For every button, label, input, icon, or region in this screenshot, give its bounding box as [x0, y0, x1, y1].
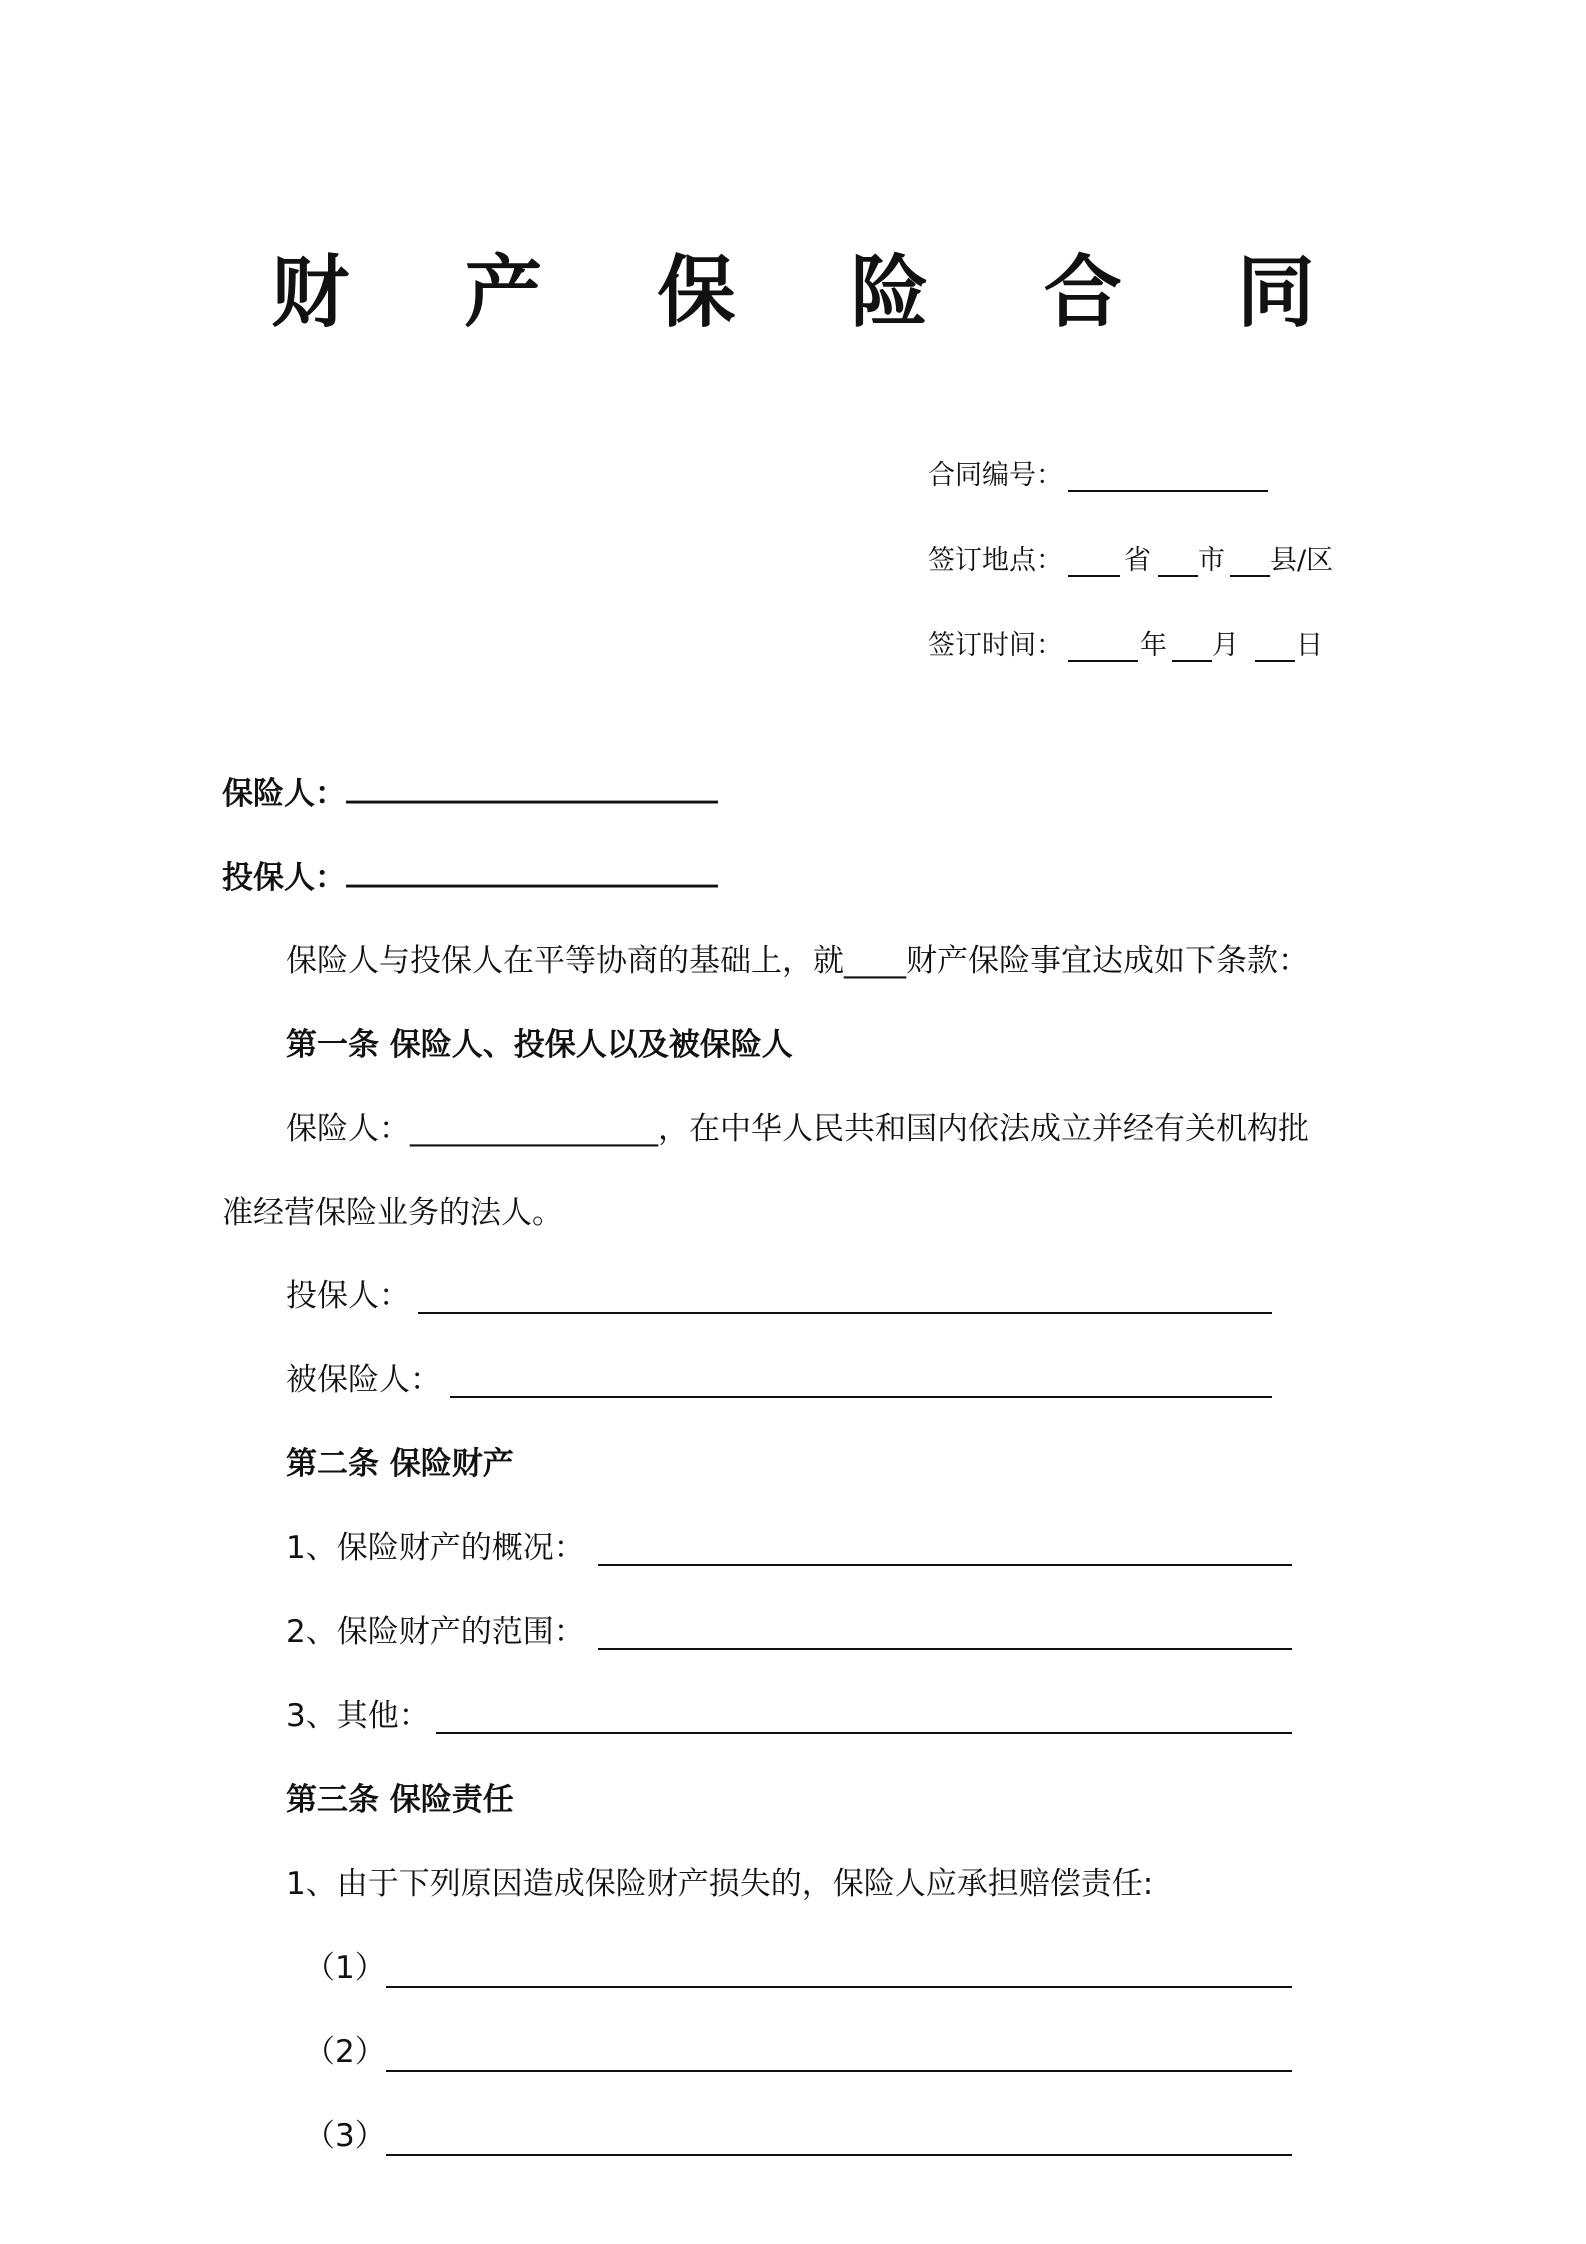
document-title: 财 产 保 险 合 同 — [271, 248, 1359, 338]
signing-province-field[interactable] — [1068, 575, 1120, 577]
article-3-item-1-text: 1、由于下列原因造成保险财产损失的，保险人应承担赔偿责任: — [286, 1866, 1154, 1902]
article-2-item-1-label: 1、保险财产的概况： — [286, 1530, 585, 1566]
signing-place-label: 签订地点： — [928, 545, 1063, 576]
article-1-insurer-line-cont: 准经营保险业务的法人。 — [222, 1195, 563, 1231]
applicant-party-label: 投保人： — [222, 860, 346, 896]
signing-year-field[interactable] — [1068, 660, 1138, 662]
signing-county-unit: 县/区 — [1270, 545, 1334, 576]
signing-month-field[interactable] — [1172, 660, 1212, 662]
article-1-heading: 第一条 保险人、投保人以及被保险人 — [286, 1027, 793, 1063]
article-3-sub-2-label: （2） — [304, 2034, 386, 2070]
signing-city-field[interactable] — [1158, 575, 1198, 577]
article-1-insured-field[interactable] — [450, 1396, 1272, 1398]
contract-number-field[interactable] — [1068, 490, 1268, 492]
article-3-sub-3-field[interactable] — [386, 2154, 1292, 2156]
article-2-item-1-field[interactable] — [598, 1564, 1292, 1566]
article-3-sub-3-label: （3） — [304, 2118, 386, 2154]
signing-day-field[interactable] — [1255, 660, 1295, 662]
signing-province-unit: 省 — [1124, 545, 1151, 576]
signing-month-unit: 月 — [1212, 630, 1239, 661]
article-2-item-2-field[interactable] — [598, 1648, 1292, 1650]
applicant-party-field[interactable]: ________________________ — [346, 852, 718, 888]
article-2-item-3-label: 3、其他： — [286, 1698, 430, 1734]
insurer-party-field[interactable]: ________________________ — [346, 768, 718, 804]
article-1-applicant-label: 投保人： — [286, 1278, 410, 1314]
article-1-applicant-field[interactable] — [418, 1312, 1272, 1314]
signing-county-field[interactable] — [1230, 575, 1270, 577]
insurer-party-label: 保险人： — [222, 776, 346, 812]
signing-city-unit: 市 — [1198, 545, 1225, 576]
article-3-sub-2-field[interactable] — [386, 2070, 1292, 2072]
contract-number-label: 合同编号： — [928, 460, 1063, 491]
article-1-insurer-line: 保险人：________________，在中华人民共和国内依法成立并经有关机构批 — [286, 1111, 1309, 1147]
article-3-sub-1-field[interactable] — [386, 1986, 1292, 1988]
article-2-heading: 第二条 保险财产 — [286, 1446, 514, 1482]
article-3-sub-1-label: （1） — [304, 1950, 386, 1986]
signing-day-unit: 日 — [1296, 630, 1323, 661]
article-1-insured-label: 被保险人： — [286, 1362, 441, 1398]
article-3-heading: 第三条 保险责任 — [286, 1782, 514, 1818]
article-2-item-2-label: 2、保险财产的范围： — [286, 1614, 585, 1650]
signing-year-unit: 年 — [1140, 630, 1167, 661]
signing-time-label: 签订时间： — [928, 630, 1063, 661]
intro-paragraph: 保险人与投保人在平等协商的基础上，就____财产保险事宜达成如下条款： — [286, 943, 1309, 979]
article-2-item-3-field[interactable] — [436, 1732, 1292, 1734]
